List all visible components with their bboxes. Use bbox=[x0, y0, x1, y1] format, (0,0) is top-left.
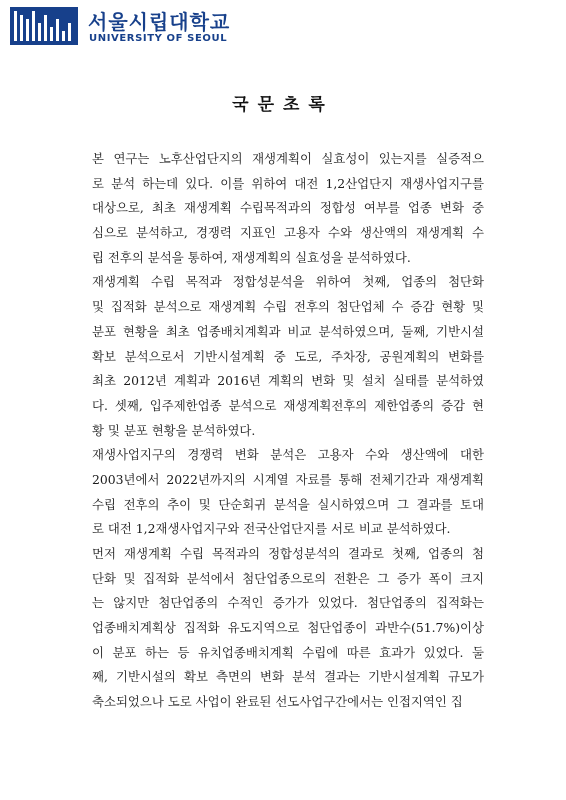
text-line: 로 분석 하는데 있다. 이를 위하여 대전 1,2산업단지 재생사업지구를 bbox=[92, 175, 484, 191]
text-line: 황 및 분포 현황을 분석하였다. bbox=[92, 422, 256, 438]
abstract-paragraph bbox=[92, 542, 484, 715]
text-line: 분포 현황을 최초 업종배치계획과 비교 분석하였으며, 둘째, 기반시설 bbox=[92, 323, 484, 339]
university-logo bbox=[10, 4, 231, 50]
text-line: 재생사업지구의 경쟁력 변화 분석은 고용자 수와 생산액에 대한 bbox=[92, 447, 484, 463]
text-line: 수립 전후의 추이 및 단순회귀 분석을 실시하였으며 그 결과를 토대 bbox=[92, 496, 484, 512]
text-line: 확보 분석으로서 기반시설계획 중 도로, 주차장, 공원계획의 변화를 bbox=[92, 348, 484, 364]
abstract-body bbox=[92, 147, 484, 715]
abstract-paragraph bbox=[92, 270, 484, 443]
text-line: 심으로 분석하고, 경쟁력 지표인 고용자 수와 생산액의 재생계획 수 bbox=[92, 225, 484, 241]
text-line: 이 분포 하는 등 유치업종배치계획 수립에 따른 효과가 있었다. 둘 bbox=[92, 644, 484, 660]
abstract-paragraph bbox=[92, 443, 484, 542]
logo-korean-text: 서울시립대학교 bbox=[88, 10, 231, 34]
text-line: 는 않지만 첨단업종의 수적인 증가가 있었다. 첨단업종의 집적화는 bbox=[92, 595, 484, 611]
text-line: 째, 기반시설의 확보 측면의 변화 분석 결과는 기반시설계획 규모가 bbox=[92, 669, 484, 685]
text-line: 로 대전 1,2재생사업지구와 전국산업단지를 서로 비교 분석하였다. bbox=[92, 521, 451, 537]
university-emblem-icon bbox=[10, 7, 78, 45]
text-line: 2003년에서 2022년까지의 시계열 자료를 통해 전체기간과 재생계획 bbox=[92, 471, 484, 487]
text-line: 단화 및 집적화 분석에서 첨단업종으로의 전환은 그 증가 폭이 크지 bbox=[92, 570, 484, 586]
text-line: 업종배치계획상 집적화 유도지역으로 첨단업종이 과반수(51.7%)이상 bbox=[92, 620, 484, 636]
abstract-paragraph bbox=[92, 147, 484, 270]
text-line: 립 전후의 분석을 통하여, 재생계획의 실효성을 분석하였다. bbox=[92, 249, 411, 265]
text-line: 다. 셋째, 입주제한업종 분석으로 재생계획전후의 제한업종의 증감 현 bbox=[92, 397, 484, 413]
logo-english-text: UNIVERSITY OF SEOUL bbox=[89, 33, 228, 44]
page-title: 국문초록 bbox=[232, 95, 334, 115]
text-line: 먼저 재생계획 수립 목적과의 정합성분석의 결과로 첫째, 업종의 첨 bbox=[92, 546, 484, 561]
text-line: 및 집적화 분석으로 재생계획 수립 전후의 첨단업체 수 증감 현황 및 bbox=[92, 299, 484, 315]
text-line: 재생계획 수립 목적과 정합성분석을 위하여 첫째, 업종의 첨단화 bbox=[92, 274, 484, 290]
text-line: 최초 2012년 계획과 2016년 계획의 변화 및 설치 실태를 분석하였 bbox=[92, 373, 484, 389]
text-line: 축소되었으나 도로 사업이 완료된 선도사업구간에서는 인접지역인 집 bbox=[92, 694, 463, 710]
text-line: 본 연구는 노후산업단지의 재생계획이 실효성이 있는지를 실증적으 bbox=[92, 151, 484, 166]
text-line: 대상으로, 최초 재생계획 수립목적과의 정합성 여부를 업종 변화 중 bbox=[92, 200, 484, 216]
